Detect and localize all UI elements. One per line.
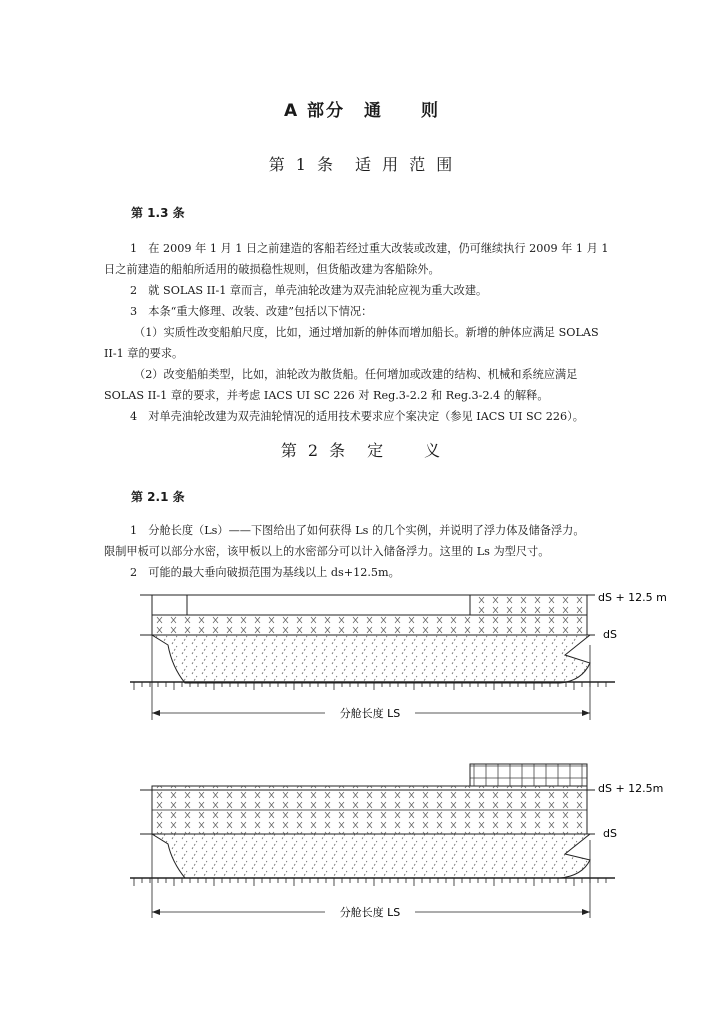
para-1-3-3-2b: SOLAS II-1 章的要求，并考虑 IACS UI SC 226 对 Reg.3-2.2 和 Reg.3-2.4 的解释。 (104, 389, 549, 402)
article-2-body (104, 520, 644, 583)
para-2-1-1b: 限制甲板可以部分水密，该甲板以上的水密部分可以计入储备浮力。这里的 Ls 为型尺寸。 (104, 545, 550, 558)
figure-1-ship-diagram (0, 585, 724, 730)
baseline-ticks (134, 878, 606, 886)
article-1-body (104, 238, 644, 427)
section-1-3-heading: 第 1.3 条 (131, 206, 185, 220)
para-1-3-3-1b: II-1 章的要求。 (104, 347, 184, 360)
section-2-1-heading: 第 2.1 条 (131, 490, 185, 504)
figure-1-draft-label: dS (603, 628, 617, 641)
figure-1-length-label: 分舱长度 LS (339, 707, 401, 720)
para-1-3-4: 4 对单壳油轮改建为双壳油轮情况的适用技术要求应个案决定（参见 IACS UI SC 226）。 (130, 410, 584, 423)
figure-2-top-label: dS + 12.5m (598, 782, 664, 795)
para-2-1-2: 2 可能的最大垂向破损范围为基线以上 ds+12.5m。 (130, 566, 400, 579)
part-title: A 部分 通 则 (283, 101, 441, 121)
para-1-3-3: 3 本条“重大修理、改装、改建”包括以下情况： (130, 305, 373, 318)
ship-profile (152, 595, 590, 683)
para-1-3-3-1a: （1）实质性改变船舶尺度，比如，通过增加新的舯体而增加船长。新增的舯体应满足 SOLAS (134, 326, 599, 339)
para-1-3-1a: 1 在 2009 年 1 月 1 日之前建造的客船若经过重大改装或改建，仍可继续执行 2009 年 1 月 1 (130, 242, 609, 255)
figure-2-draft-label: dS (603, 827, 617, 840)
article-1-title: 第 1 条 适 用 范 围 (268, 155, 456, 174)
figure-2-length-label: 分舱长度 LS (339, 906, 401, 919)
figure-1-top-label: dS + 12.5 m (598, 591, 667, 604)
ship-profile (152, 764, 590, 878)
para-1-3-1b: 日之前建造的船舶所适用的破损稳性规则，但货船改建为客船除外。 (104, 263, 440, 276)
article-2-title: 第 2 条 定 义 (280, 441, 444, 460)
para-1-3-3-2a: （2）改变船舶类型，比如，油轮改为散货船。任何增加或改建的结构、机械和系统应满足 (134, 368, 578, 381)
figure-2-ship-diagram (0, 760, 724, 925)
para-2-1-1a: 1 分舱长度（Ls）——下图给出了如何获得 Ls 的几个实例，并说明了浮力体及储备浮力。 (130, 524, 585, 537)
para-1-3-2: 2 就 SOLAS II-1 章而言，单壳油轮改建为双壳油轮应视为重大改建。 (130, 284, 488, 297)
